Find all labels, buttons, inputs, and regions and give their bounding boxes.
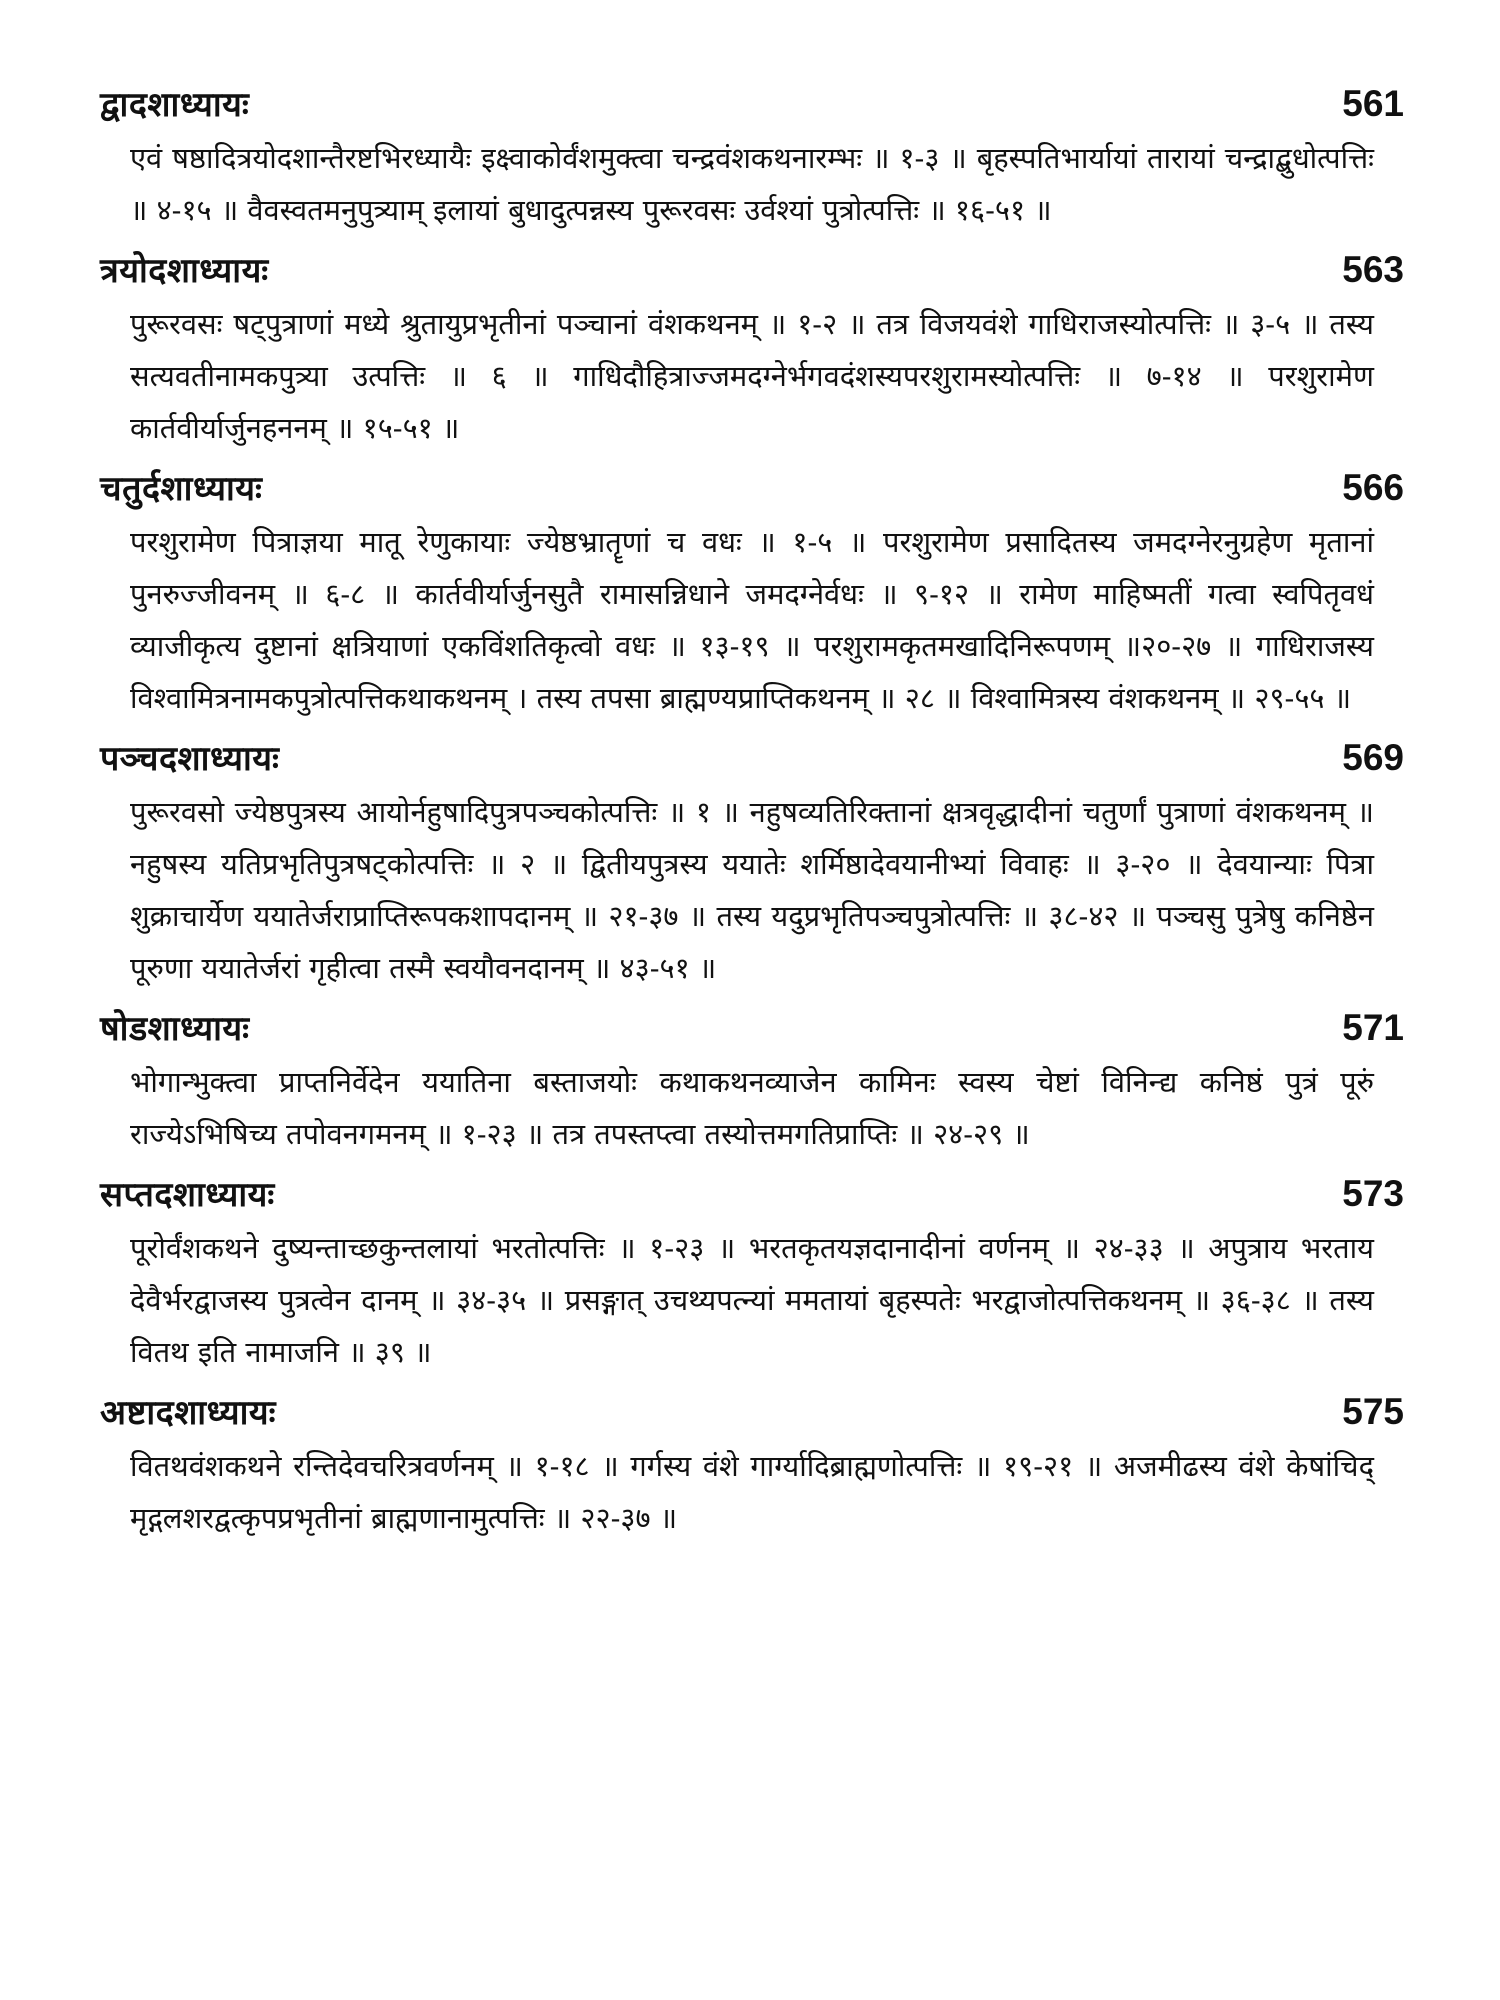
chapter-header xyxy=(100,734,1404,780)
chapter-header xyxy=(100,1004,1404,1050)
chapter-header xyxy=(100,246,1404,292)
chapter-summary xyxy=(100,1056,1404,1160)
chapter-summary-text: पूरोर्वंशकथने दुष्यन्ताच्छकुन्तलायां भरतोत्पत्तिः ॥ १-२३ ॥ भरतकृतयज्ञदानादीनां वर्णनम् ॥ २४-३३ ॥ अपुत्राय भरताय देवैर्भरद्वाजस्य पुत्रत्वेन दानम् ॥ ३४-३५ ॥ प्रसङ्गात् उचथ्यपत्न्यां ममतायां बृहस्पतेः भरद्वाजोत्पत्तिकथनम् ॥ ३६-३८ ॥ तस्य वितथ इति नामाजनि ॥ ३९ ॥ xyxy=(130,1231,1374,1369)
chapter-summary-text: वितथवंशकथने रन्तिदेवचरित्रवर्णनम् ॥ १-१८ ॥ गर्गस्य वंशे गार्ग्यादिब्राह्मणोत्पत्तिः ॥ १९-२१ ॥ अजमीढस्य वंशे केषांचिद् मृद्गलशरद्वत्कृपप्रभृतीनां ब्राह्मणानामुत्पत्तिः ॥ २२-३७ ॥ xyxy=(130,1449,1374,1535)
chapter-12 xyxy=(100,80,1404,236)
chapter-header xyxy=(100,464,1404,510)
chapter-14 xyxy=(100,464,1404,724)
chapter-13 xyxy=(100,246,1404,454)
chapter-summary xyxy=(100,1440,1404,1544)
chapter-summary xyxy=(100,786,1404,994)
chapter-18 xyxy=(100,1388,1404,1544)
chapter-summary xyxy=(100,132,1404,236)
chapter-page-number: 571 xyxy=(1342,1007,1404,1048)
chapter-summary xyxy=(100,1222,1404,1378)
chapter-15 xyxy=(100,734,1404,994)
chapter-title: त्रयोदशाध्यायः xyxy=(100,251,269,291)
chapter-summary xyxy=(100,516,1404,724)
chapter-header xyxy=(100,80,1404,126)
chapter-title: चतुर्दशाध्यायः xyxy=(100,469,263,509)
chapter-summary-text: परशुरामेण पित्राज्ञया मातू रेणुकायाः ज्येष्ठभ्रातॄणां च वधः ॥ १-५ ॥ परशुरामेण प्रसादितस्य जमदग्नेरनुग्रहेण मृतानां पुनरुज्जीवनम् ॥ ६-८ ॥ कार्तवीर्यार्जुनसुतै रामासन्निधाने जमदग्नेर्वधः ॥ ९-१२ ॥ रामेण माहिष्मतीं गत्वा स्वपितृवधं व्याजीकृत्य दुष्टानां क्षत्रियाणां एकविंशतिकृत्वो वधः ॥ १३-१९ ॥ परशुरामकृतमखादिनिरूपणम् ॥२०-२७ ॥ गाधिराजस्य विश्वामित्रनामकपुत्रोत्पत्तिकथाकथनम् । तस्य तपसा ब्राह्मण्यप्राप्तिकथनम् ॥ २८ ॥ विश्वामित्रस्य वंशकथनम् ॥ २९-५५ ॥ xyxy=(130,525,1374,715)
chapter-summary-text: एवं षष्ठादित्रयोदशान्तैरष्टभिरध्यायैः इक्ष्वाकोर्वंशमुक्त्वा चन्द्रवंशकथनारम्भः ॥ १-३ ॥ बृहस्पतिभार्यायां तारायां चन्द्राद्बुधोत्पत्तिः ॥ ४-१५ ॥ वैवस्वतमनुपुत्र्याम् इलायां बुधादुत्पन्नस्य पुरूरवसः उर्वश्यां पुत्रोत्पत्तिः ॥ १६-५१ ॥ xyxy=(130,141,1374,227)
chapter-title: षोडशाध्यायः xyxy=(100,1009,250,1049)
chapter-page-number: 561 xyxy=(1342,83,1404,124)
chapter-page-number: 569 xyxy=(1342,737,1404,778)
chapter-title: अष्टादशाध्यायः xyxy=(100,1393,277,1433)
chapter-header xyxy=(100,1388,1404,1434)
chapter-summary-text: पुरूरवसः षट्पुत्राणां मध्ये श्रुतायुप्रभृतीनां पञ्चानां वंशकथनम् ॥ १-२ ॥ तत्र विजयवंशे गाधिराजस्योत्पत्तिः ॥ ३-५ ॥ तस्य सत्यवतीनामकपुत्र्या उत्पत्तिः ॥ ६ ॥ गाधिदौहित्राज्जमदग्नेर्भगवदंशस्यपरशुरामस्योत्पत्तिः ॥ ७-१४ ॥ परशुरामेण कार्तवीर्यार्जुनहननम् ॥ १५-५१ ॥ xyxy=(130,307,1374,445)
chapter-17 xyxy=(100,1170,1404,1378)
chapter-summary-text: भोगान्भुक्त्वा प्राप्तनिर्वेदेन ययातिना बस्ताजयोः कथाकथनव्याजेन कामिनः स्वस्य चेष्टां विनिन्द्य कनिष्ठं पुत्रं पूरुं राज्येऽभिषिच्य तपोवनगमनम् ॥ १-२३ ॥ तत्र तपस्तप्त्वा तस्योत्तमगतिप्राप्तिः ॥ २४-२९ ॥ xyxy=(130,1065,1374,1151)
chapter-16 xyxy=(100,1004,1404,1160)
chapter-page-number: 563 xyxy=(1342,249,1404,290)
chapter-page-number: 575 xyxy=(1342,1391,1404,1432)
chapter-title: पञ्चदशाध्यायः xyxy=(100,739,280,779)
chapter-title: द्वादशाध्यायः xyxy=(100,85,250,125)
chapter-page-number: 566 xyxy=(1342,467,1404,508)
chapter-summary xyxy=(100,298,1404,454)
chapter-summary-text: पुरूरवसो ज्येष्ठपुत्रस्य आयोर्नहुषादिपुत्रपञ्चकोत्पत्तिः ॥ १ ॥ नहुषव्यतिरिक्तानां क्षत्रवृद्धादीनां चतुर्णां पुत्राणां वंशकथनम् ॥ नहुषस्य यतिप्रभृतिपुत्रषट्कोत्पत्तिः ॥ २ ॥ द्वितीयपुत्रस्य ययातेः शर्मिष्ठादेवयानीभ्यां विवाहः ॥ ३-२० ॥ देवयान्याः पित्रा शुक्राचार्येण ययातेर्जराप्राप्तिरूपकशापदानम् ॥ २१-३७ ॥ तस्य यदुप्रभृतिपञ्चपुत्रोत्पत्तिः ॥ ३८-४२ ॥ पञ्चसु पुत्रेषु कनिष्ठेन पूरुणा ययातेर्जरां गृहीत्वा तस्मै स्वयौवनदानम् ॥ ४३-५१ ॥ xyxy=(130,795,1374,985)
chapter-page-number: 573 xyxy=(1342,1173,1404,1214)
chapter-header xyxy=(100,1170,1404,1216)
chapter-title: सप्तदशाध्यायः xyxy=(100,1175,275,1215)
